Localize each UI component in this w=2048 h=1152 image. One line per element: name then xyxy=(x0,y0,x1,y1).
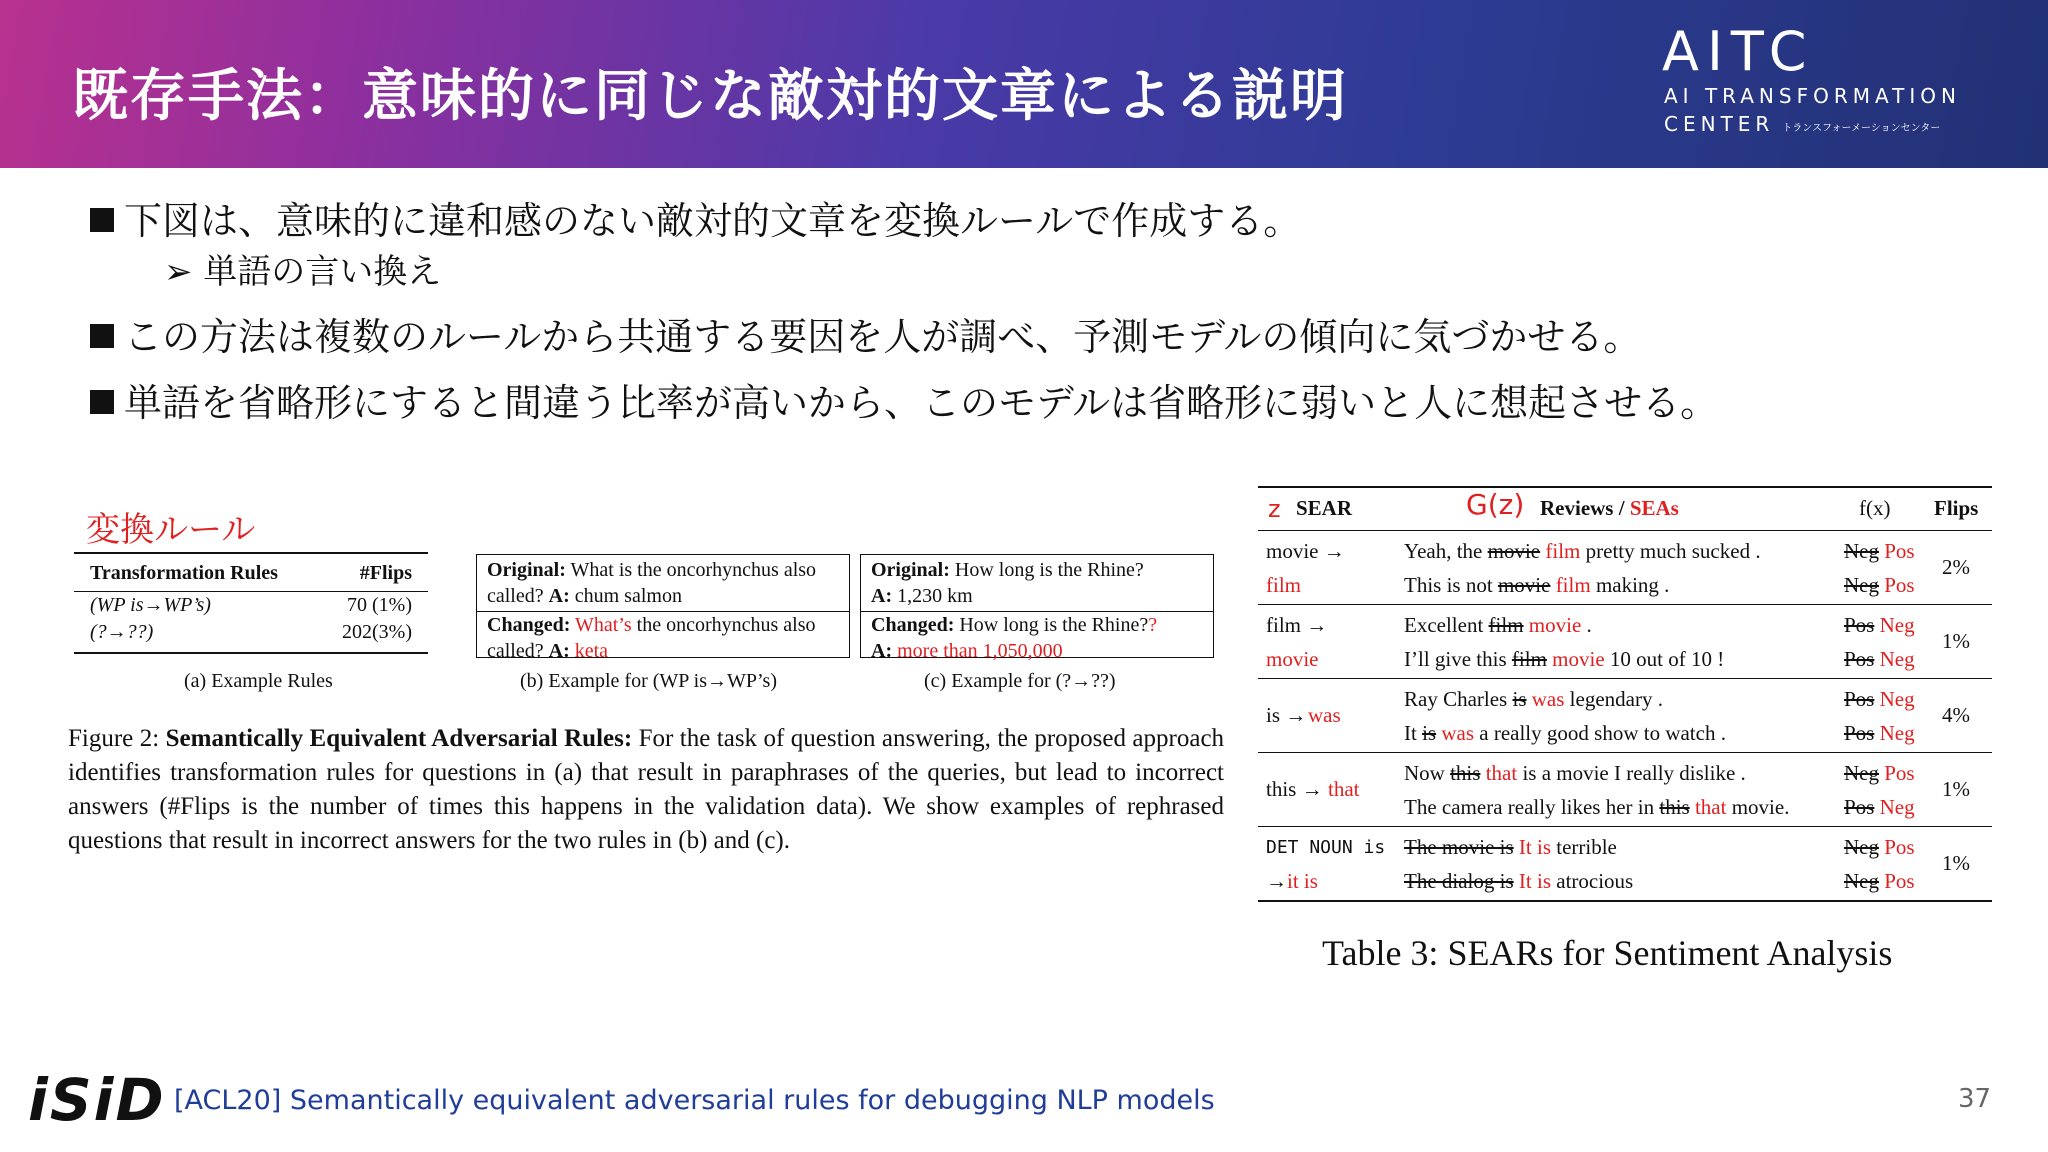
flips-value: 1% xyxy=(1942,777,1970,801)
sear-rule-target: movie xyxy=(1266,647,1319,671)
label-change xyxy=(1844,835,1915,860)
label-change xyxy=(1844,869,1915,894)
answer-text: 1,230 km xyxy=(897,585,973,607)
label-change xyxy=(1844,573,1915,598)
new-label: Neg xyxy=(1879,795,1915,819)
review-strike: The movie is xyxy=(1404,835,1514,859)
new-label: Neg xyxy=(1879,687,1915,711)
sear-rule: film → xyxy=(1266,613,1328,637)
review-strike: film xyxy=(1511,647,1547,671)
sear-rule-target-wrap xyxy=(1308,703,1341,728)
review-text xyxy=(1404,761,1746,786)
review-text xyxy=(1404,869,1633,894)
sear-rule-target: that xyxy=(1328,777,1360,801)
figure-caption-text: For the task of question answering, the proposed approach identifies transformation rules for questions in (a) that result in paraphrases of the queries, but lead to incorrect answers (#Flips is the number of times this happens in the validation data). We show examples of rephrased questions that result in incorrect answers for the two rules in (b) and (c). xyxy=(68,725,1225,854)
sear-rule-target: it is xyxy=(1287,869,1318,893)
figure-label: Figure 2: xyxy=(68,725,160,752)
example-b-changed xyxy=(487,612,839,664)
rules-caption: (a) Example Rules xyxy=(184,670,333,692)
changed-label: Changed: xyxy=(487,614,571,636)
review-post: atrocious xyxy=(1556,869,1634,893)
answer-label: A: xyxy=(548,585,570,607)
z-label: z xyxy=(1268,495,1281,523)
review-red: film xyxy=(1545,539,1581,563)
bullet-2-text: この方法は複数のルールから共通する要因を人が調べ、予測モデルの傾向に気づかせる。 xyxy=(124,315,1642,359)
square-bullet-icon xyxy=(90,208,114,232)
label-change xyxy=(1844,761,1915,786)
changed-text: How long is the Rhine? xyxy=(959,614,1149,636)
sear-rule: movie → xyxy=(1266,539,1345,563)
rules-header xyxy=(74,554,428,592)
example-c-changed xyxy=(871,612,1203,664)
gz-label: G(z) xyxy=(1466,488,1525,521)
arrow-icon: → xyxy=(1266,869,1287,893)
answer-text: chum salmon xyxy=(574,585,682,607)
review-text xyxy=(1404,795,1789,820)
logo-katakana: トランスフォーメーションセンター xyxy=(1782,123,1941,134)
old-label: Neg xyxy=(1844,539,1879,563)
original-text: What is the oncorhynchus also called? xyxy=(487,559,817,607)
rules-header-rule: Transformation Rules xyxy=(90,562,278,584)
slide-title: 既存手法：意味的に同じな敵対的文章による説明 xyxy=(72,64,1348,129)
sear-rule-target: was xyxy=(1308,703,1341,727)
label-change xyxy=(1844,721,1915,746)
figure-bold-title: Semantically Equivalent Adversarial Rules: xyxy=(165,725,633,752)
old-label: Pos xyxy=(1844,687,1875,711)
review-post: legendary . xyxy=(1569,687,1663,711)
original-label: Original: xyxy=(487,559,566,581)
review-text xyxy=(1404,539,1761,564)
label-change xyxy=(1844,647,1915,672)
answer-label: A: xyxy=(871,585,893,607)
review-strike: The dialog is xyxy=(1404,869,1514,893)
seas-label: SEAs xyxy=(1629,496,1679,520)
flips-value: 1% xyxy=(1942,629,1970,653)
example-b-box xyxy=(476,554,850,662)
reference-text: [ACL20] Semantically equivalent adversarial rules for debugging NLP models xyxy=(174,1085,1215,1116)
review-strike: is xyxy=(1512,687,1527,711)
table-row xyxy=(74,619,428,652)
new-label: Neg xyxy=(1879,721,1915,745)
sear-rule: is → xyxy=(1266,703,1307,727)
new-label: Neg xyxy=(1879,647,1915,671)
review-strike: this xyxy=(1659,795,1690,819)
rules-table xyxy=(74,552,428,654)
bullet-2 xyxy=(90,306,1641,361)
table-row xyxy=(74,592,428,619)
old-label: Neg xyxy=(1844,573,1879,597)
old-label: Pos xyxy=(1844,647,1875,671)
old-label: Pos xyxy=(1844,795,1875,819)
reviews-header xyxy=(1540,496,1679,521)
review-text xyxy=(1404,687,1663,712)
isid-logo: iSiD xyxy=(28,1066,166,1134)
flips-header: Flips xyxy=(1934,496,1979,520)
review-text xyxy=(1404,721,1726,746)
bullet-1 xyxy=(90,190,1301,245)
example-c-box xyxy=(860,554,1214,662)
original-label: Original: xyxy=(871,559,950,581)
new-label: Pos xyxy=(1884,835,1915,859)
original-text: How long is the Rhine? xyxy=(954,559,1144,581)
changed-answer-text: keta xyxy=(574,640,609,662)
table-caption: Table 3: SEARs for Sentiment Analysis xyxy=(1322,933,1893,973)
review-strike: is xyxy=(1422,721,1437,745)
figure-caption xyxy=(68,722,1224,858)
example-c-original xyxy=(861,557,1213,612)
changed-text: the oncorhynchus also called? xyxy=(487,614,816,662)
review-pre: Ray Charles xyxy=(1404,687,1508,711)
review-text xyxy=(1404,573,1669,598)
sear-rule: DET NOUN is xyxy=(1266,837,1386,858)
sear-header xyxy=(1258,486,1992,531)
sear-group xyxy=(1258,827,1992,902)
answer-label: A: xyxy=(548,640,570,662)
logo-subtitle-1: AI TRANSFORMATION xyxy=(1664,84,1961,108)
square-bullet-icon xyxy=(90,324,114,348)
flips-value: 4% xyxy=(1942,703,1970,727)
review-red: movie xyxy=(1552,647,1605,671)
changed-red-text: What’s xyxy=(575,614,632,636)
old-label: Neg xyxy=(1844,835,1879,859)
review-strike: this xyxy=(1450,761,1481,785)
rules-title: 変換ルール xyxy=(86,510,256,550)
label-change xyxy=(1844,795,1915,820)
review-post: terrible xyxy=(1556,835,1617,859)
label-change xyxy=(1844,539,1915,564)
review-post: . xyxy=(1586,613,1592,637)
bullet-3 xyxy=(90,372,1718,427)
review-strike: movie xyxy=(1487,539,1541,563)
changed-red-text: ? xyxy=(1148,614,1158,636)
flips-cell: 70 (1%) xyxy=(347,594,412,616)
review-pre: Yeah, the xyxy=(1404,539,1483,563)
review-post: pretty much sucked . xyxy=(1585,539,1761,563)
example-b-caption: (b) Example for (WP is→WP’s) xyxy=(520,670,777,692)
bullet-3-text: 単語を省略形にすると間違う比率が高いから、このモデルは省略形に弱いと人に想起させる。 xyxy=(124,381,1719,425)
old-label: Pos xyxy=(1844,613,1875,637)
review-pre: Excellent xyxy=(1404,613,1484,637)
rules-header-flips: #Flips xyxy=(359,562,412,584)
new-label: Pos xyxy=(1884,573,1915,597)
review-pre: The camera really likes her in xyxy=(1404,795,1655,819)
changed-label: Changed: xyxy=(871,614,955,636)
new-label: Pos xyxy=(1884,761,1915,785)
review-red: that xyxy=(1694,795,1727,819)
logo-subtitle-2 xyxy=(1664,112,1940,136)
review-red: was xyxy=(1441,721,1475,745)
new-label: Neg xyxy=(1879,613,1915,637)
flips-cell: 202(3%) xyxy=(342,621,412,643)
review-text xyxy=(1404,835,1617,860)
logo-center-text: CENTER xyxy=(1664,112,1775,136)
review-red: movie xyxy=(1528,613,1582,637)
page-number: 37 xyxy=(1958,1084,1992,1114)
flips-value: 2% xyxy=(1942,555,1970,579)
sear-group xyxy=(1258,679,1992,753)
review-red: that xyxy=(1485,761,1518,785)
review-pre: I’ll give this xyxy=(1404,647,1507,671)
old-label: Neg xyxy=(1844,869,1879,893)
rule-cell: (WP is→WP’s) xyxy=(90,594,211,616)
sear-group xyxy=(1258,605,1992,679)
rule-cell: (?→??) xyxy=(90,621,154,643)
review-pre: This is not xyxy=(1404,573,1493,597)
review-post: is a movie I really dislike . xyxy=(1522,761,1746,785)
review-pre: Now xyxy=(1404,761,1445,785)
review-post: a really good show to watch . xyxy=(1479,721,1726,745)
review-text xyxy=(1404,647,1724,672)
review-red: It is xyxy=(1518,869,1551,893)
review-post: movie. xyxy=(1731,795,1790,819)
sear-rule-target: film xyxy=(1266,573,1301,597)
label-change xyxy=(1844,687,1915,712)
label-change xyxy=(1844,613,1915,638)
sear-rule-target-wrap xyxy=(1328,777,1360,802)
aitc-logo: AITC xyxy=(1662,20,1815,83)
changed-answer-text: more than 1,050,000 xyxy=(897,640,1063,662)
review-red: was xyxy=(1531,687,1565,711)
new-label: Pos xyxy=(1884,869,1915,893)
sub-bullet: ➢ 単語の言い換え xyxy=(164,252,442,292)
reviews-label: Reviews / xyxy=(1540,496,1625,520)
old-label: Pos xyxy=(1844,721,1875,745)
sear-table xyxy=(1258,486,1992,902)
sear-header-label: SEAR xyxy=(1296,496,1353,520)
sear-rule-target-wrap xyxy=(1266,869,1318,894)
sear-rule: this → xyxy=(1266,777,1323,801)
review-post: 10 out of 10 ! xyxy=(1609,647,1725,671)
review-red: film xyxy=(1555,573,1591,597)
review-pre: It xyxy=(1404,721,1417,745)
answer-label: A: xyxy=(871,640,893,662)
sear-group xyxy=(1258,531,1992,605)
new-label: Pos xyxy=(1884,539,1915,563)
sear-group xyxy=(1258,753,1992,827)
review-text xyxy=(1404,613,1592,638)
flips-value: 1% xyxy=(1942,851,1970,875)
review-post: making . xyxy=(1595,573,1670,597)
review-red: It is xyxy=(1518,835,1551,859)
bullet-1-text: 下図は、意味的に違和感のない敵対的文章を変換ルールで作成する。 xyxy=(124,199,1302,243)
fx-header: f(x) xyxy=(1859,496,1891,520)
title-banner xyxy=(0,0,2048,168)
review-strike: movie xyxy=(1497,573,1551,597)
review-strike: film xyxy=(1488,613,1524,637)
example-b-original xyxy=(477,557,849,612)
example-c-caption: (c) Example for (?→??) xyxy=(924,670,1116,692)
old-label: Neg xyxy=(1844,761,1879,785)
square-bullet-icon xyxy=(90,390,114,414)
